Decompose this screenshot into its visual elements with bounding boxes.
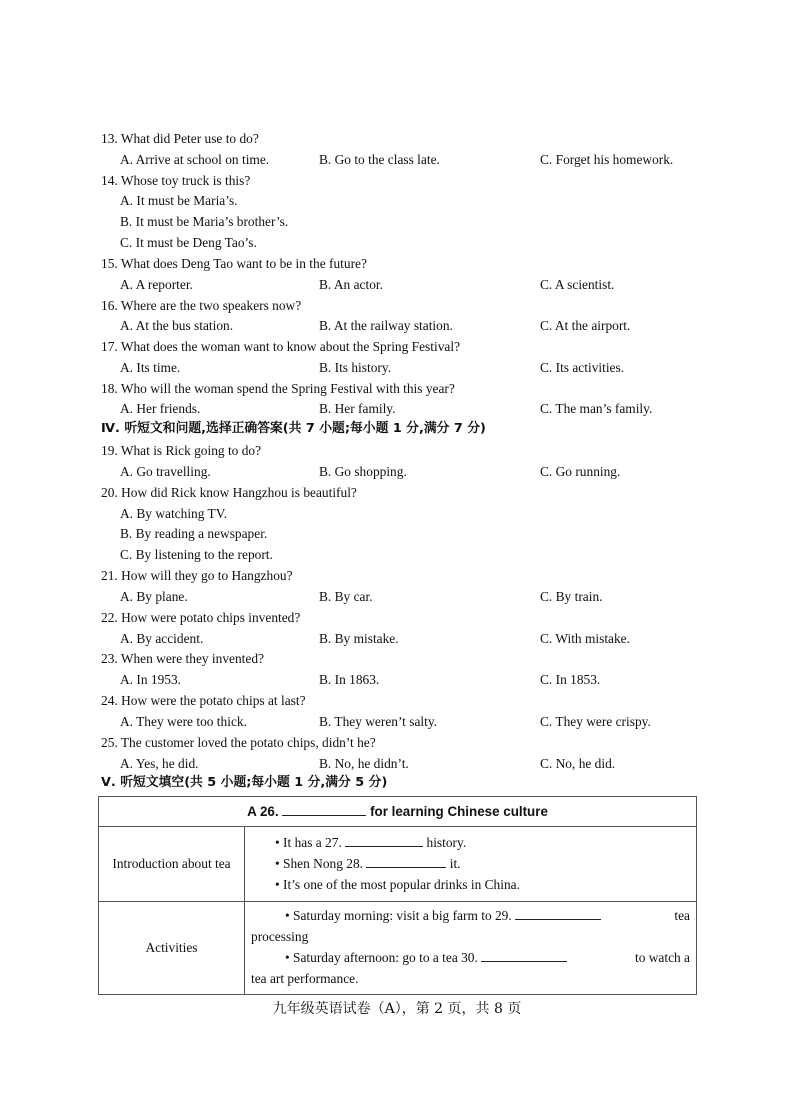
question-21-stem: 21. How will they go to Hangzhou? [101, 568, 293, 583]
blank-29[interactable] [515, 919, 601, 920]
intro-line-3-text: • It’s one of the most popular drinks in China. [275, 876, 520, 892]
row-label-activities: Activities [99, 902, 245, 994]
question-21-option-c: C. By train. [540, 589, 603, 604]
question-20-option-a: A. By watching TV. [120, 506, 227, 521]
intro-line-1-text: • It has a 27. [275, 835, 342, 850]
activity-line-1-tail: tea [674, 908, 690, 924]
question-23-option-c: C. In 1853. [540, 672, 601, 687]
question-13-option-c: C. Forget his homework. [540, 152, 674, 167]
question-19-option-a: A. Go travelling. [120, 464, 211, 479]
fill-in-table [98, 796, 697, 995]
intro-line-2-tail: it. [449, 855, 461, 871]
question-25-option-c: C. No, he did. [540, 756, 616, 771]
intro-line-2 [275, 854, 696, 875]
question-21-option-a: A. By plane. [120, 589, 188, 604]
page-footer: 九年级英语试卷（A），第 2 页，共 8 页 [272, 1001, 522, 1017]
question-22-stem: 22. How were potato chips invented? [101, 610, 301, 625]
blank-30[interactable] [481, 961, 567, 962]
table-header [99, 797, 697, 827]
question-17-option-c: C. Its activities. [540, 360, 625, 375]
question-22-option-a: A. By accident. [120, 631, 204, 646]
question-18-stem: 18. Who will the woman spend the Spring Festival with this year? [101, 381, 455, 396]
intro-line-3 [275, 875, 696, 896]
table-header-prefix: A 26. [247, 804, 279, 819]
activity-line-3 [251, 948, 690, 969]
question-18-option-b: B. Her family. [319, 401, 396, 416]
question-19-option-c: C. Go running. [540, 464, 621, 479]
question-18-option-c: C. The man’s family. [540, 401, 653, 416]
table-header-suffix: for learning Chinese culture [370, 804, 548, 819]
blank-28[interactable] [366, 867, 446, 868]
activity-line-3-text: • Saturday afternoon: go to a tea 30. [285, 949, 478, 965]
question-22-option-c: C. With mistake. [540, 631, 630, 646]
question-16-option-a: A. At the bus station. [120, 318, 234, 333]
row-label-introduction: Introduction about tea [99, 827, 245, 902]
question-14-option-a: A. It must be Maria’s. [120, 193, 238, 208]
question-23-option-a: A. In 1953. [120, 672, 181, 687]
question-14-option-c: C. It must be Deng Tao’s. [120, 235, 257, 250]
question-13-option-b: B. Go to the class late. [319, 152, 440, 167]
question-20-stem: 20. How did Rick know Hangzhou is beautiful? [101, 485, 357, 500]
question-15-option-a: A. A reporter. [120, 277, 193, 292]
question-23-stem: 23. When were they invented? [101, 651, 264, 666]
question-13-option-a: A. Arrive at school on time. [120, 152, 270, 167]
question-25-option-a: A. Yes, he did. [120, 756, 199, 771]
activity-line-1-text: • Saturday morning: visit a big farm to 29. [285, 908, 512, 924]
question-13-stem: 13. What did Peter use to do? [101, 131, 259, 146]
section-iv-heading: Ⅳ. 听短文和问题,选择正确答案(共 7 小题;每小题 1 分,满分 7 分) [101, 421, 486, 436]
question-24-option-c: C. They were crispy. [540, 714, 651, 729]
question-21-option-b: B. By car. [319, 589, 373, 604]
section-v-heading: Ⅴ. 听短文填空(共 5 小题;每小题 1 分,满分 5 分) [101, 775, 388, 790]
question-17-stem: 17. What does the woman want to know about the Spring Festival? [101, 339, 461, 354]
question-25-stem: 25. The customer loved the potato chips, didn’t he? [101, 735, 376, 750]
question-23-option-b: B. In 1863. [319, 672, 380, 687]
question-16-option-b: B. At the railway station. [319, 318, 453, 333]
blank-27[interactable] [345, 846, 423, 847]
question-20-option-c: C. By listening to the report. [120, 547, 273, 562]
activity-line-2: processing [251, 929, 309, 945]
activities-content [245, 902, 697, 994]
question-15-option-b: B. An actor. [319, 277, 383, 292]
question-17-option-b: B. Its history. [319, 360, 392, 375]
question-19-stem: 19. What is Rick going to do? [101, 443, 262, 458]
blank-26[interactable] [282, 815, 366, 816]
activity-line-4: tea art performance. [251, 970, 359, 986]
question-19-option-b: B. Go shopping. [319, 464, 407, 479]
question-25-option-b: B. No, he didn’t. [319, 756, 409, 771]
question-24-stem: 24. How were the potato chips at last? [101, 693, 306, 708]
question-15-stem: 15. What does Deng Tao want to be in the future? [101, 256, 367, 271]
question-16-option-c: C. At the airport. [540, 318, 631, 333]
question-15-option-c: C. A scientist. [540, 277, 615, 292]
question-17-option-a: A. Its time. [120, 360, 181, 375]
question-18-option-a: A. Her friends. [120, 401, 201, 416]
question-16-stem: 16. Where are the two speakers now? [101, 298, 302, 313]
question-24-option-b: B. They weren’t salty. [319, 714, 438, 729]
intro-line-1-tail: history. [426, 835, 467, 850]
intro-line-2-text: • Shen Nong 28. [275, 855, 364, 871]
question-22-option-b: B. By mistake. [319, 631, 399, 646]
introduction-content [245, 827, 697, 902]
question-14-option-b: B. It must be Maria’s brother’s. [120, 214, 289, 229]
intro-line-1 [275, 833, 696, 854]
activity-line-1 [251, 906, 690, 927]
question-20-option-b: B. By reading a newspaper. [120, 526, 268, 541]
question-24-option-a: A. They were too thick. [120, 714, 247, 729]
activity-line-3-tail: to watch a [634, 949, 690, 965]
question-14-stem: 14. Whose toy truck is this? [101, 173, 251, 188]
